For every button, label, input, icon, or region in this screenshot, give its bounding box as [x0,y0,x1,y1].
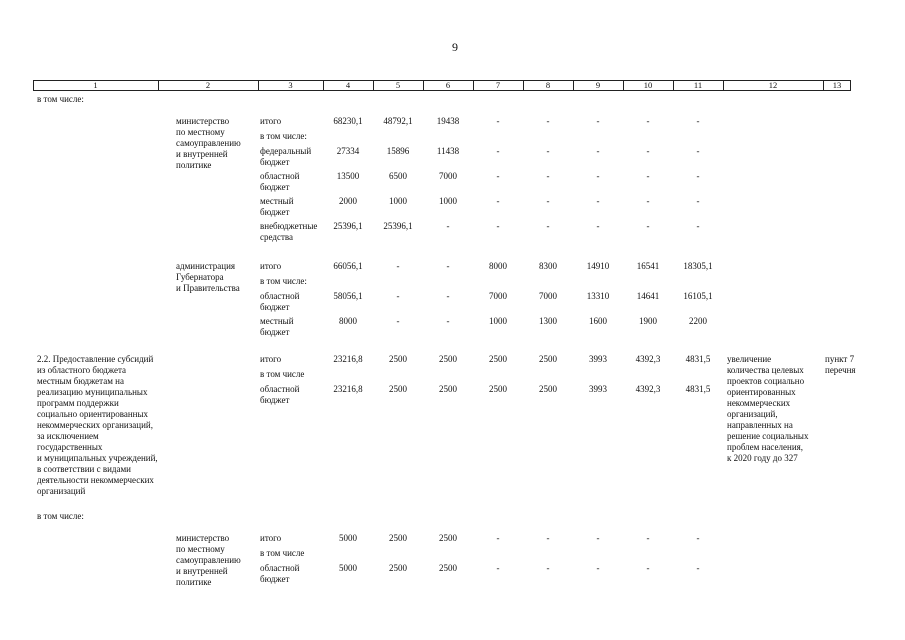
cell-value: - [596,533,600,543]
cell-value: - [596,146,600,156]
cell-value: - [546,146,550,156]
reference-text: пункт 7 перечня [825,354,856,375]
cell-value: - [446,261,450,271]
header-cell-6: 6 [445,80,451,90]
cell-value: - [696,171,700,181]
cell-value: 8000 [339,316,357,326]
header-cell-3: 3 [288,80,293,90]
cell-value: - [646,533,650,543]
cell-value: - [546,196,550,206]
cell-value: 3993 [589,354,607,364]
cell-value: 11438 [436,146,460,156]
cell-value: 16541 [636,261,660,271]
cell-value: 58056,1 [333,291,363,301]
cell-value: - [546,563,550,573]
cell-value: - [496,196,500,206]
cell-value: 48792,1 [383,116,413,126]
cell-value: - [646,563,650,573]
cell-value: 23216,8 [333,384,363,394]
row-label: итого [260,116,282,126]
header-divider [623,81,624,90]
cell-value: - [596,221,600,231]
cell-value: 2500 [389,354,407,364]
cell-value: - [496,146,500,156]
cell-value: 5000 [339,563,357,573]
cell-value: 2000 [339,196,357,206]
cell-value: 13500 [336,171,360,181]
cell-value: - [596,116,600,126]
cell-value: 2500 [439,354,457,364]
cell-value: - [546,533,550,543]
cell-value: - [496,116,500,126]
cell-value: 6500 [389,171,407,181]
header-cell-9: 9 [595,80,601,90]
row-label: в том числе: [260,131,307,141]
row-label: в том числе [260,548,305,558]
row-label: в том числе [260,369,305,379]
cell-value: - [696,533,700,543]
header-cell-10: 10 [643,80,653,90]
page-number: 9 [452,40,458,54]
cell-value: - [446,316,450,326]
cell-value: 15896 [386,146,410,156]
header-divider [673,81,674,90]
cell-value: 2500 [539,354,557,364]
cell-value: - [496,533,500,543]
row-label: в том числе: [260,276,307,286]
cell-value: - [646,196,650,206]
cell-value: 2500 [489,384,507,394]
header-divider [323,81,324,90]
cell-value: 2500 [389,384,407,394]
table-header-row [33,80,851,91]
cell-value: 66056,1 [333,261,363,271]
cell-value: 25396,1 [333,221,363,231]
cell-value: - [446,221,450,231]
header-divider [473,81,474,90]
cell-value: 27334 [336,146,360,156]
cell-value: 13310 [586,291,610,301]
indicator-text: увеличение количества целевых проектов социально ориентированных некоммерческих организаций, направленных на решение социальных проблем населения, к 2020 году до 327 [727,354,809,463]
cell-value: 7000 [439,171,457,181]
cell-value: 2500 [439,533,457,543]
cell-value: 5000 [339,533,357,543]
cell-value: 8300 [539,261,557,271]
cell-value: 2200 [689,316,707,326]
cell-value: 18305,1 [683,261,713,271]
cell-value: - [396,261,400,271]
cell-value: 2500 [539,384,557,394]
header-divider [723,81,724,90]
row-label: итого [260,354,282,364]
cell-value: 1000 [439,196,457,206]
cell-value: 7000 [539,291,557,301]
cell-value: 4392,3 [635,384,661,394]
cell-value: - [646,221,650,231]
cell-value: 19438 [436,116,460,126]
header-cell-8: 8 [545,80,551,90]
header-cell-7: 7 [495,80,501,90]
cell-value: 1000 [389,196,407,206]
cell-value: - [696,563,700,573]
cell-value: - [496,221,500,231]
org-name: министерство по местному самоуправлению и внутренней политике [176,533,241,587]
row-label: итого [260,261,282,271]
cell-value: - [646,146,650,156]
cell-value: 1900 [639,316,657,326]
cell-value: 16105,1 [683,291,713,301]
cell-value: - [546,221,550,231]
header-divider [423,81,424,90]
cell-value: 2500 [489,354,507,364]
cell-value: - [596,171,600,181]
cell-value: 23216,8 [333,354,363,364]
cell-value: - [496,563,500,573]
header-cell-2: 2 [205,80,211,90]
header-divider [258,81,259,90]
cell-value: 1600 [589,316,607,326]
cell-value: - [546,171,550,181]
row-label: областной бюджет [260,171,300,192]
cell-value: - [596,563,600,573]
row-label: областной бюджет [260,291,300,312]
cell-value: - [646,171,650,181]
cell-value: - [446,291,450,301]
cell-value: 4392,3 [635,354,661,364]
header-divider [373,81,374,90]
cell-value: 2500 [389,533,407,543]
cell-value: 14641 [636,291,660,301]
cell-value: 8000 [489,261,507,271]
org-name: администрация Губернатора и Правительства [176,261,240,293]
cell-value: 68230,1 [333,116,363,126]
cell-value: 4831,5 [685,354,711,364]
cell-value: - [546,116,550,126]
cell-value: 3993 [589,384,607,394]
cell-value: - [696,116,700,126]
cell-value: 1000 [489,316,507,326]
cell-value: 14910 [586,261,610,271]
header-cell-1: 1 [93,80,98,90]
cell-value: - [696,196,700,206]
cell-value: - [646,116,650,126]
header-cell-4: 4 [345,80,351,90]
cell-value: - [396,291,400,301]
row-label: областной бюджет [260,563,300,584]
header-cell-11: 11 [693,80,703,90]
cell-value: - [696,146,700,156]
cell-value: 4831,5 [685,384,711,394]
row-label: внебюджетные средства [260,221,318,242]
section-intro: в том числе: [37,511,84,521]
header-divider [523,81,524,90]
cell-value: - [496,171,500,181]
header-cell-12: 12 [768,80,778,90]
cell-value: 7000 [489,291,507,301]
row-label: федеральный бюджет [260,146,312,167]
cell-value: 2500 [439,384,457,394]
org-name: министерство по местному самоуправлению и внутренней политике [176,116,241,170]
header-divider [823,81,824,90]
header-divider [158,81,159,90]
cell-value: - [596,196,600,206]
row-label: местный бюджет [260,316,294,337]
section-intro: в том числе: [37,94,84,104]
header-cell-13: 13 [832,80,842,90]
header-divider [573,81,574,90]
row-label: местный бюджет [260,196,294,217]
measure-title: 2.2. Предоставление субсидий из областного бюджета местным бюджетам на реализацию муниципальных программ поддержки социально ориентированных некоммерческих организаций, за исключением государственных и муниципальных учреждений, в соответствии с видами деятельности некоммерческих организаций [37,354,158,496]
cell-value: 1300 [539,316,557,326]
row-label: итого [260,533,282,543]
cell-value: 25396,1 [383,221,413,231]
cell-value: - [396,316,400,326]
cell-value: 2500 [389,563,407,573]
cell-value: 2500 [439,563,457,573]
cell-value: - [696,221,700,231]
row-label: областной бюджет [260,384,300,405]
header-cell-5: 5 [395,80,401,90]
